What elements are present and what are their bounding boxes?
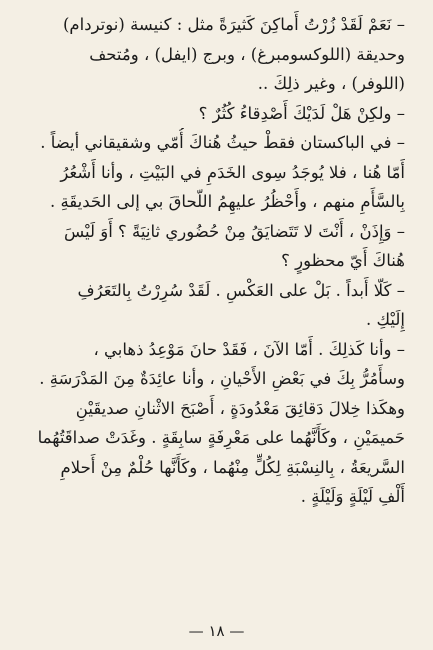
text-line: وسأَمُرُّ بِكَ في بَعْضِ الأَحْيانِ ، وأنا عائِدَةٌ مِنَ المَدْرَسَةِ . <box>39 369 405 388</box>
text-line: وحديقة (اللوكسومبرغ) ، وبرج (ايفل) ، ومُتحف <box>89 44 405 64</box>
text-line: أَلْفِ لَيْلَةٍ وَلَيْلَةٍ . <box>300 487 405 506</box>
text-line: – نَعَمْ لَقَدْ زُرْتُ أَماكِنَ كَثيرَةً مثل : كنيسة (نوتردام) <box>62 15 405 34</box>
text-line: حَميمَيْنِ ، وكَأَنَّهُما على مَعْرِفَةٍ سابِقَةٍ . وغَدَتْ صداقَتُهُما <box>37 428 405 447</box>
text-line: السَّريعَةُ ، بِالنِسْبَةِ لِكُلٍّ مِنْهُما ، وكَأَنَّها حُلْمٌ مِنْ أَحلامِ <box>60 457 405 477</box>
text-line: إِلَيْكِ . <box>366 310 405 329</box>
text-line: بِالسَّأَمِ منهم ، وأَحْظُرُ عليهِمُ اللّحاقَ بي إلى الحَديقَةِ . <box>49 192 405 211</box>
text-line: أَمّا هُنا ، فلا يُوجَدُ سِوى الخَدَمِ في البَيْتِ ، وأنا أَشْعُرُ <box>60 162 405 182</box>
text-line: – كَلّا أَبداً . بَلْ على العَكْسِ . لَقَدْ سُرِرْتُ بِالتَعَرُفِ <box>77 280 405 300</box>
text-line: – ولكِنْ هَلْ لَدَيْكَ أَصْدِقاءُ كُثُرٌ ؟ <box>198 103 405 123</box>
body-text <box>24 10 405 512</box>
text-line: وهكَذا خِلالَ دَقائِقَ مَعْدُودَةٍ ، أَصْبَحَ الاثْنانِ صديقَيْنِ <box>75 398 405 418</box>
text-line: – في الباكستان فقطْ حيثُ هُناكَ أُمّي وشقيقاني أيضاً . <box>40 133 405 152</box>
page-number: — ١٨ — <box>188 622 245 640</box>
text-line: – وَإِذَنْ ، أَنْتَ لا تَتَضايَقُ مِنْ حُضُوري ثانِيَةً ؟ أَوَ لَيْسَ <box>63 221 405 241</box>
text-line: (اللوفر) ، وغير ذلِكَ .. <box>257 74 405 93</box>
text-line: – وأنا كَذلِكَ . أَمّا الآنَ ، فَقَدْ حانَ مَوْعِدُ ذهابي ، <box>93 339 405 359</box>
text-line: هُناكَ أَيّ محظورٍ ؟ <box>281 251 405 270</box>
